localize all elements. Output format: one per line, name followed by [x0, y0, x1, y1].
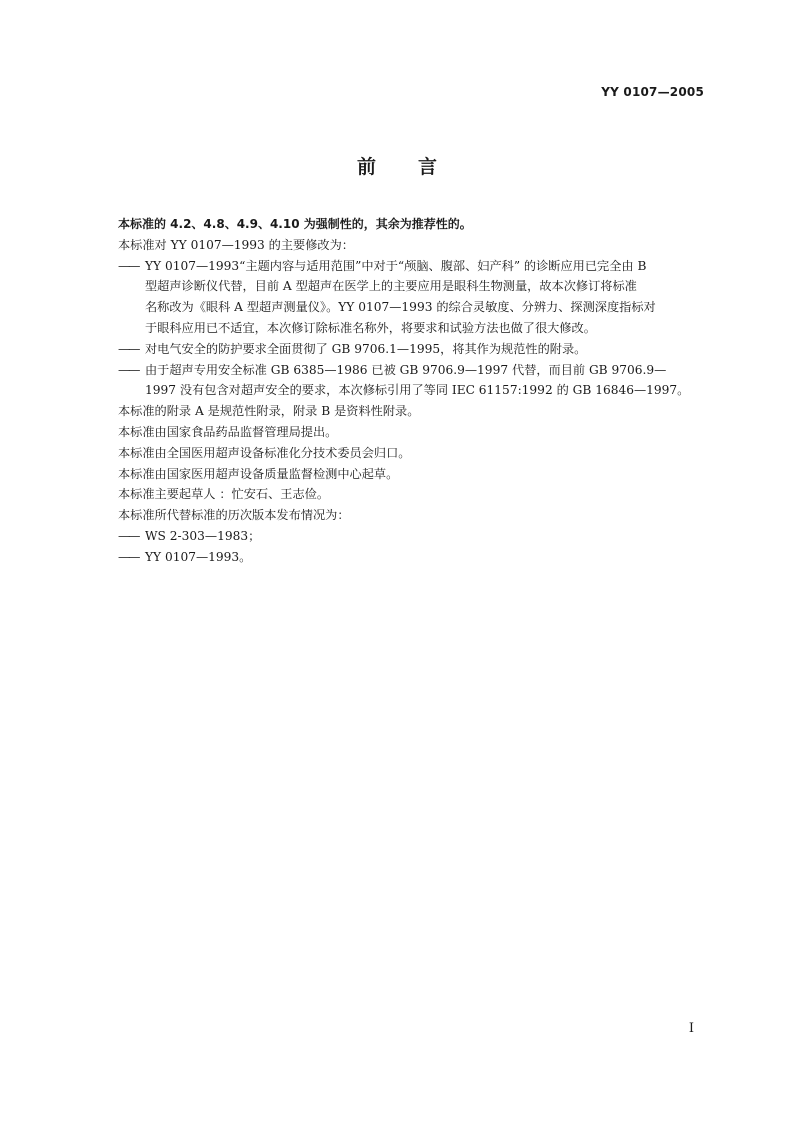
change-item [118, 256, 706, 339]
dash-marker: —— [118, 528, 139, 543]
dash-marker: —— [118, 258, 139, 273]
dash-marker: —— [118, 549, 139, 564]
change-item-line: 于眼科应用已不适宜，本次修订除标准名称外，将要求和试验方法也做了很大修改。 [145, 320, 596, 335]
page-title: 前言 [356, 156, 479, 178]
changes-intro-paragraph: 本标准对 YY 0107—1993 的主要修改为： [118, 237, 354, 252]
change-item-line: 型超声诊断仪代替，目前 A 型超声在医学上的主要应用是眼科生物测量，故本次修订将标准 [145, 279, 637, 294]
change-item-line: YY 0107—1993“主题内容与适用范围”中对于“颅脑、腹部、妇产科” 的诊断应用已完全由 B [145, 258, 647, 273]
history-item-text: WS 2-303—1983； [145, 528, 261, 543]
drafters-paragraph: 本标准主要起草人 ：忙安石、王志俭。 [118, 487, 330, 502]
change-item [118, 360, 706, 402]
history-item-text: YY 0107—1993。 [145, 549, 252, 564]
drafted-by-paragraph: 本标准由国家医用超声设备质量监督检测中心起草。 [118, 466, 399, 481]
change-item-line: 1997 没有包含对超声安全的要求，本次修标引用了等同 IEC 61157:1992 的 GB 16846—1997。 [145, 383, 690, 398]
change-item [118, 339, 706, 360]
foreword-body [118, 214, 706, 568]
history-intro-paragraph: 本标准所代替标准的历次版本发布情况为： [118, 508, 350, 523]
mandatory-clause-paragraph: 本标准的 4.2、4.8、4.9、4.10 为强制性的，其余为推荐性的。 [118, 217, 472, 231]
dash-marker: —— [118, 341, 139, 356]
change-item-line: 名称改为《眼科 A 型超声测量仪》。YY 0107—1993 的综合灵敏度、分辨力、探测深度指标对 [145, 300, 656, 315]
history-item [118, 526, 706, 547]
change-item-line: 对电气安全的防护要求全面贯彻了 GB 9706.1—1995，将其作为规范性的附录。 [145, 341, 587, 356]
page-number: I [688, 1021, 694, 1036]
annex-paragraph: 本标准的附录 A 是规范性附录，附录 B 是资料性附录。 [118, 404, 420, 419]
proposed-by-paragraph: 本标准由国家食品药品监督管理局提出。 [118, 424, 338, 439]
history-item [118, 547, 706, 568]
change-item-line: 由于超声专用安全标准 GB 6385—1986 已被 GB 9706.9—1997 代替，而目前 GB 9706.9— [145, 362, 667, 377]
centralized-by-paragraph: 本标准由全国医用超声设备标准化分技术委员会归口。 [118, 445, 411, 460]
dash-marker: —— [118, 362, 139, 377]
standard-code: YY 0107—2005 [601, 85, 704, 99]
